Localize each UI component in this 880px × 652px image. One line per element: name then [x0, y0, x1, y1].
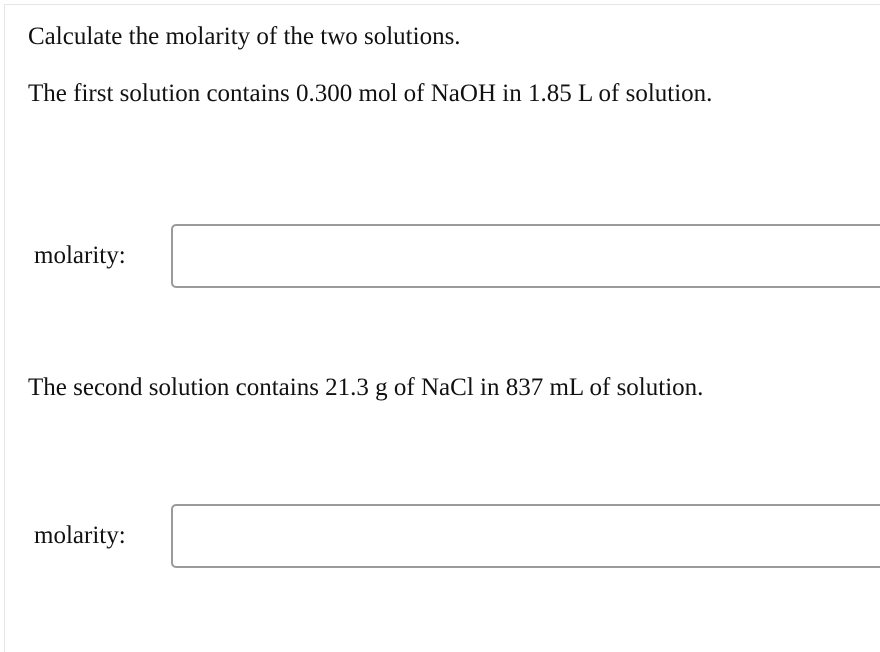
second-molarity-label: molarity: — [34, 522, 126, 549]
second-solution-text: The second solution contains 21.3 g of NaCl in 837 mL of solution. — [28, 374, 704, 401]
question-title: Calculate the molarity of the two solutions. — [28, 23, 461, 50]
first-solution-text: The first solution contains 0.300 mol of NaOH in 1.85 L of solution. — [28, 80, 713, 107]
first-molarity-label: molarity: — [34, 242, 126, 269]
second-molarity-input[interactable] — [171, 504, 880, 568]
first-molarity-input[interactable] — [171, 224, 880, 288]
second-answer-row — [34, 504, 880, 568]
first-answer-row — [34, 224, 880, 288]
